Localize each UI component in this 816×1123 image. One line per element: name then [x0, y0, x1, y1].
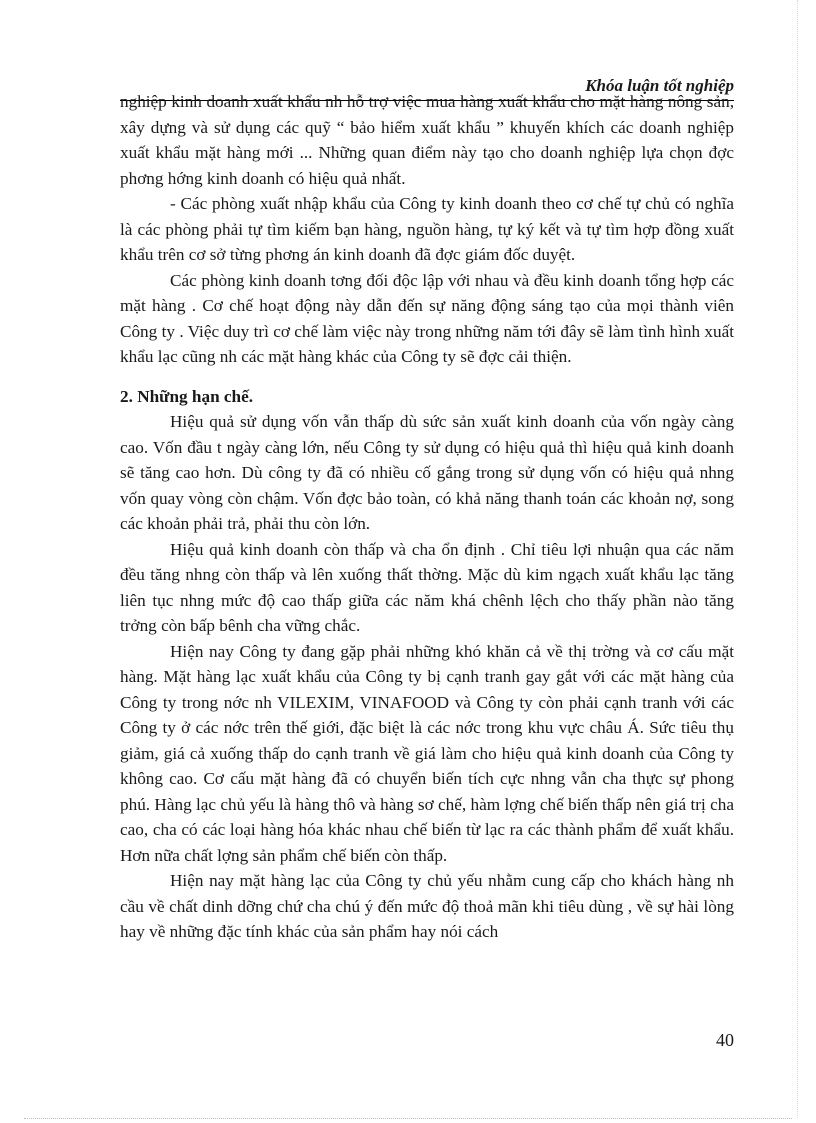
section-heading-limitations: 2. Những hạn chế. [120, 386, 254, 406]
page-number: 40 [716, 1030, 734, 1050]
paragraph-capital-efficiency: Hiệu quả sử dụng vốn vẫn thấp dù sức sản xuất kinh doanh của vốn ngày càng cao. Vốn đầu t ngày càng lớn, nếu Công ty sử dụng có hiệu quả thì hiệu quả kinh doanh sẽ tăng cao hơn. Dù công ty đã có nhiều cố gắng trong sử dụng vốn có hiệu quả nhng vốn quay vòng còn chậm. Vốn đợc bảo toàn, có khả năng thanh toán các khoản nợ, song các khoản phải trả, phải thu còn lớn. [120, 412, 734, 533]
paragraph-business-departments: Các phòng kinh doanh tơng đối độc lập với nhau và đều kinh doanh tổng hợp các mặt hàng . Cơ chế hoạt động này dẫn đến sự năng động sáng tạo của mọi thành viên Công ty . Việc duy trì cơ chế làm việc này trong những năm tới đây sẽ làm tình hình xuất khẩu lạc cũng nh các mặt hàng khác của Công ty sẽ đợc cải thiện. [120, 270, 734, 366]
running-header: Khóa luận tốt nghiệp [585, 76, 734, 95]
paragraph-product-focus: Hiện nay mặt hàng lạc của Công ty chủ yếu nhằm cung cấp cho khách hàng nh cầu về chất dinh dỡng chứ cha chú ý đến mức độ thoả mãn khi tiêu dùng , về sự hài lòng hay về những đặc tính khác của sản phẩm hay nói cách [120, 871, 734, 941]
paragraph-continuation: nghiệp kinh doanh xuất khẩu nh hỗ trợ việc mua hàng xuất khẩu cho mặt hàng nông sản, xây dựng và sử dụng các quỹ “ bảo hiểm xuất khẩu ” khuyến khích các doanh nghiệp xuất khẩu mặt hàng mới ... Những quan điểm này tạo cho doanh nghiệp lựa chọn đợc phơng hớng kinh doanh có hiệu quả nhất. [120, 92, 734, 188]
paragraph-business-efficiency: Hiệu quả kinh doanh còn thấp và cha ổn định . Chỉ tiêu lợi nhuận qua các năm đều tăng nhng còn thấp và lên xuống thất thờng. Mặc dù kim ngạch xuất khẩu lạc tăng liên tục nhng mức độ cao thấp giữa các năm khá chênh lệch cho thấy phần nào tăng trởng còn bấp bênh cha vững chắc. [120, 539, 734, 635]
paragraph-export-departments: - Các phòng xuất nhập khẩu của Công ty kinh doanh theo cơ chế tự chủ có nghĩa là các phòng phải tự tìm kiếm bạn hàng, nguồn hàng, tự ký kết và tự tìm hợp đồng xuất khẩu trên cơ sở từng phơng án kinh doanh đã đợc giám đốc duyệt. [120, 194, 734, 264]
footer-dotted-border [24, 1118, 792, 1119]
side-dotted-border [797, 0, 798, 1118]
document-body [120, 89, 734, 945]
paragraph-market-difficulties: Hiện nay Công ty đang gặp phải những khó khăn cả về thị trờng và cơ cấu mặt hàng. Mặt hàng lạc xuất khẩu của Công ty bị cạnh tranh gay gắt với các mặt hàng của Công ty trong nớc nh VILEXIM, VINAFOOD và Công ty còn phải cạnh tranh với các Công ty ở các nớc trên thế giới, đặc biệt là các nớc trong khu vực châu Á. Sức tiêu thụ giảm, giá cả xuống thấp do cạnh tranh về giá làm cho hiệu quả kinh doanh của Công ty không cao. Cơ cấu mặt hàng đã có chuyển biến tích cực nhng vẫn cha thực sự phong phú. Hàng lạc chủ yếu là hàng thô và hàng sơ chế, hàm lợng chế biến thấp nên giá trị cha cao, cha có các loại hàng hóa khác nhau chế biến từ lạc ra các thành phẩm để xuất khẩu. Hơn nữa chất lợng sản phẩm chế biến còn thấp. [120, 641, 734, 865]
